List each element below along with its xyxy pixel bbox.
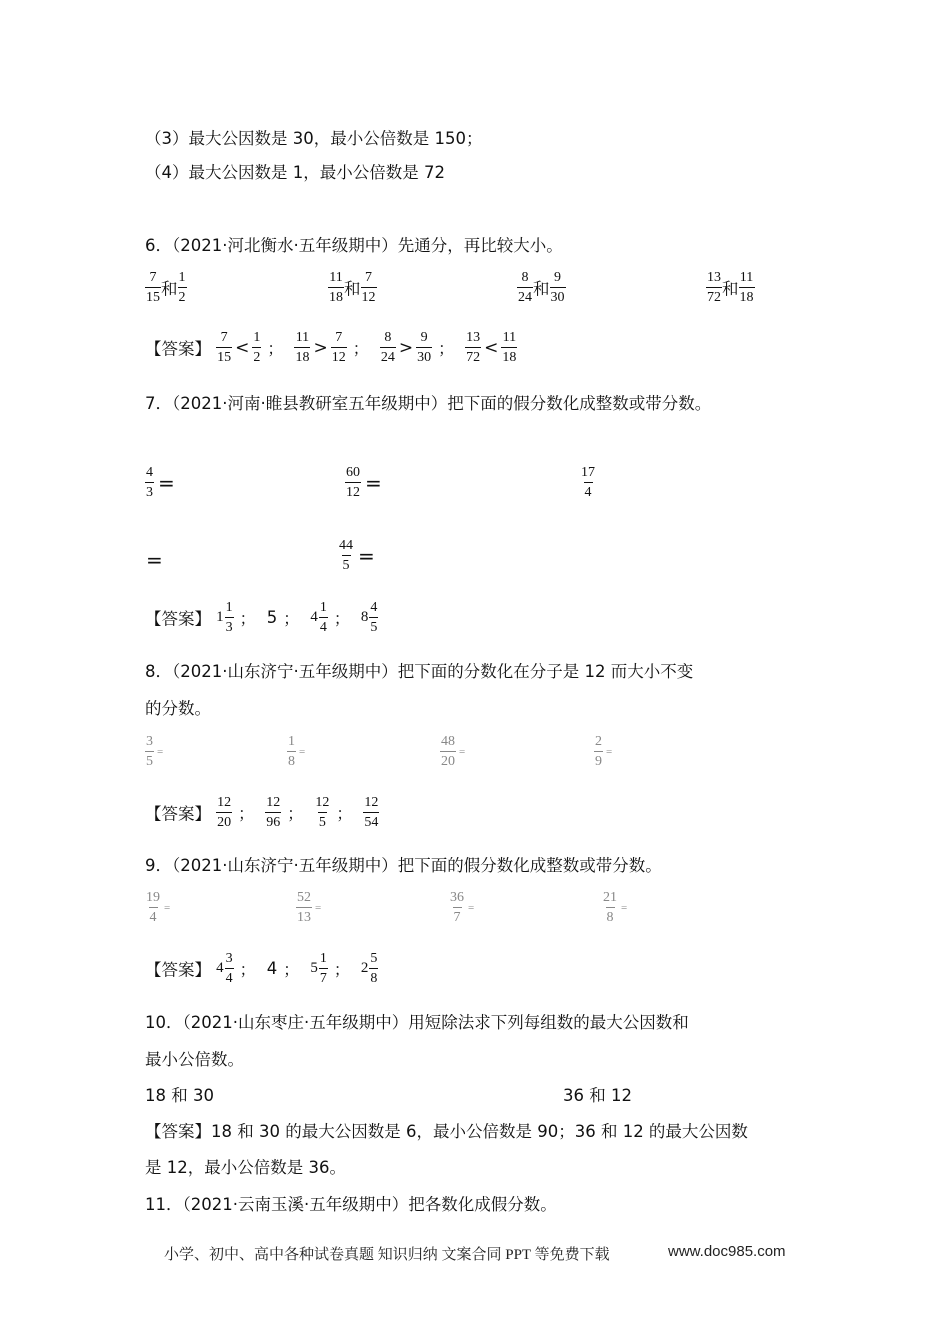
q8-item-2: $\frac{1}{8}$ = xyxy=(288,734,306,769)
q8-item-1: $\frac{3}{5}$ = xyxy=(146,734,164,769)
question-6-title: 6．（2021·河北衡水·五年级期中）先通分，再比较大小。 xyxy=(145,236,563,255)
footer-url[interactable]: www.doc985.com xyxy=(668,1243,786,1260)
q6-pair-2: $\frac{11}{18}$ 和 $\frac{7}{12}$ xyxy=(329,270,376,305)
question-8-title-1: 8．（2021·山东济宁·五年级期中）把下面的分数化在分子是 12 而大小不变 xyxy=(145,662,694,681)
fraction: $\frac{8}{24}$ xyxy=(518,270,532,305)
fraction: $\frac{11}{18}$ xyxy=(329,270,343,305)
q8-item-3: $\frac{48}{20}$ = xyxy=(441,734,466,769)
q10-group-2: 36 和 12 xyxy=(563,1086,632,1105)
question-10-title-2: 最小公倍数。 xyxy=(145,1050,244,1069)
q7-answer: 【答案】 1 $\frac{1}{3}$ ； 5 ； 4 $\frac{1}{4}$ ； 8 $\frac{4}{5}$ xyxy=(145,600,378,635)
question-11-title: 11．（2021·云南玉溪·五年级期中）把各数化成假分数。 xyxy=(145,1195,557,1214)
fraction: $\frac{13}{72}$ xyxy=(707,270,721,305)
q7-item-3-equals: = xyxy=(146,548,163,572)
footer-text: 小学、初中、高中各种试卷真题 知识归纳 文案合同 PPT 等免费下载 xyxy=(164,1247,610,1263)
q6-pair-4: $\frac{13}{72}$ 和 $\frac{11}{18}$ xyxy=(707,270,754,305)
answer-line-3: （3）最大公因数是 30，最小公倍数是 150； xyxy=(145,129,483,148)
fraction: $\frac{7}{12}$ xyxy=(361,270,376,305)
q7-item-3: $\frac{17}{4}$ xyxy=(581,465,595,500)
q10-answer-1: 【答案】18 和 30 的最大公因数是 6，最小公倍数是 90；36 和 12 的最大公因数 xyxy=(145,1122,748,1141)
q8-item-4: $\frac{2}{9}$ = xyxy=(595,734,613,769)
q7-item-2: $\frac{60}{12}$ = xyxy=(346,465,382,500)
q9-item-2: $\frac{52}{13}$ = xyxy=(297,890,322,925)
fraction: $\frac{11}{18}$ xyxy=(739,270,754,305)
q9-answer: 【答案】 4 $\frac{3}{4}$ ； 4 ； 5 $\frac{1}{7}$ ； 2 $\frac{5}{8}$ xyxy=(145,951,378,986)
q7-item-4: $\frac{44}{5}$ = xyxy=(339,538,375,573)
question-7-title: 7．（2021·河南·睢县教研室五年级期中）把下面的假分数化成整数或带分数。 xyxy=(145,394,712,413)
fraction: $\frac{9}{30}$ xyxy=(550,270,565,305)
q6-answer: 【答案】 $\frac{7}{15}$ < $\frac{1}{2}$ ； $\frac{11}{18}$ > $\frac{7}{12}$ ； $\frac{8}{24}$ > $\frac{9}{30}$ ； $\frac{13}{72}$ < $\frac{11}{18}$ xyxy=(145,330,517,365)
answer-line-4: （4）最大公因数是 1，最小公倍数是 72 xyxy=(145,163,445,182)
q7-item-1: $\frac{4}{3}$ = xyxy=(146,465,175,500)
question-8-title-2: 的分数。 xyxy=(145,699,211,718)
q9-item-1: $\frac{19}{4}$ = xyxy=(146,890,171,925)
fraction: $\frac{1}{2}$ xyxy=(178,270,186,305)
q9-item-4: $\frac{21}{8}$ = xyxy=(603,890,628,925)
q8-answer: 【答案】 $\frac{12}{20}$ ； $\frac{12}{96}$ ； $\frac{12}{5}$ ； $\frac{12}{54}$ xyxy=(145,795,379,830)
question-10-title-1: 10．（2021·山东枣庄·五年级期中）用短除法求下列每组数的最大公因数和 xyxy=(145,1013,689,1032)
q10-answer-2: 是 12，最小公倍数是 36。 xyxy=(145,1158,346,1177)
q6-pair-1: $\frac{7}{15}$ 和 $\frac{1}{2}$ xyxy=(146,270,186,305)
q6-pair-3: $\frac{8}{24}$ 和 $\frac{9}{30}$ xyxy=(518,270,565,305)
q10-group-1: 18 和 30 xyxy=(145,1086,214,1105)
fraction: $\frac{7}{15}$ xyxy=(146,270,160,305)
question-9-title: 9．（2021·山东济宁·五年级期中）把下面的假分数化成整数或带分数。 xyxy=(145,856,662,875)
q9-item-3: $\frac{36}{7}$ = xyxy=(450,890,475,925)
